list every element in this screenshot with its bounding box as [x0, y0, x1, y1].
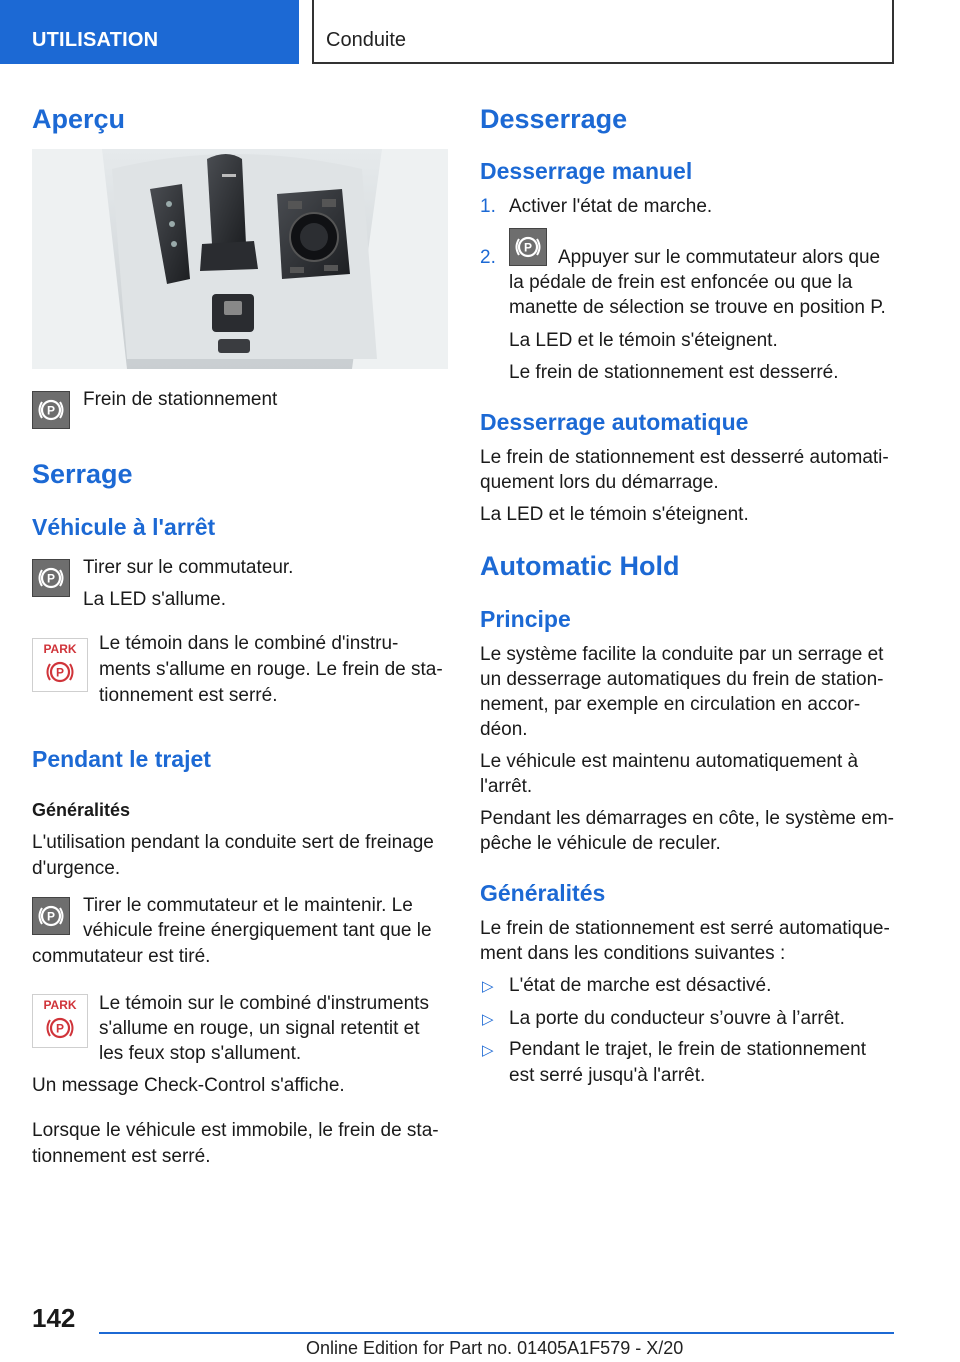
bullet-triangle-icon: ▷: [482, 1042, 494, 1059]
page-number: 142: [32, 1303, 76, 1333]
auto-heading: Desserrage automatique: [480, 409, 749, 435]
serrage-heading: Serrage: [32, 459, 133, 489]
svg-text:P: P: [46, 403, 56, 418]
vehicule-line-1: Tirer sur le commutateur.: [83, 557, 294, 578]
chapter-label: Conduite: [326, 29, 407, 51]
apercu-heading: Aperçu: [32, 104, 126, 134]
apercu-caption: Frein de stationnement: [83, 389, 278, 410]
bullet-triangle-icon: ▷: [482, 1011, 494, 1028]
manuel-heading: Desserrage manuel: [480, 158, 693, 184]
bullet-1: L'état de marche est désactivé.: [509, 975, 772, 996]
parking-brake-icon: [509, 228, 547, 266]
trajet-heading: Pendant le trajet: [32, 746, 211, 772]
maintenu-line-1: Le véhicule est maintenu automatiquement à: [480, 751, 859, 772]
svg-text:P: P: [55, 1021, 65, 1036]
step-1-number: 1.: [480, 196, 496, 217]
gen-heading: Généralités: [480, 880, 606, 906]
edition-text: Online Edition for Part no. 01405A1F579 - X/20: [306, 1338, 684, 1358]
svg-text:P: P: [523, 240, 533, 255]
step-2-number: 2.: [480, 247, 496, 268]
principe-heading: Principe: [480, 606, 571, 632]
principe-line-2: un desserrage automatiques du frein de station-: [480, 669, 884, 690]
immobile-line-1: Lorsque le véhicule est immobile, le frein de sta-: [32, 1120, 439, 1141]
hold-heading: Automatic Hold: [480, 551, 680, 581]
temoin2-line-3: les feux stop s'allument.: [99, 1043, 302, 1064]
park-label: PARK: [43, 642, 77, 656]
cote-line-1: Pendant les démarrages en côte, le système em-: [480, 808, 894, 829]
footer-rule: [99, 1332, 894, 1334]
gen-line-2: ment dans les conditions suivantes :: [480, 943, 786, 964]
park-warning-icon: [32, 638, 88, 692]
temoin1-line-2: ments s'allume en rouge. Le frein de sta-: [99, 659, 443, 680]
step-2-led: La LED et le témoin s'éteignent.: [509, 330, 778, 351]
generalites-line-1: L'utilisation pendant la conduite sert de freinage: [32, 832, 434, 853]
vehicule-line-2: La LED s'allume.: [83, 589, 227, 610]
generalites-heading: Généralités: [32, 800, 131, 820]
gen-line-1: Le frein de stationnement est serré automatique-: [480, 918, 890, 939]
parking-brake-icon: [32, 391, 70, 429]
principe-line-1: Le système facilite la conduite par un serrage et: [480, 644, 884, 665]
step-2-line-3: manette de sélection se trouve en position P.: [509, 297, 886, 318]
desserrage-heading: Desserrage: [480, 104, 628, 134]
temoin2-line-2: s'allume en rouge, un signal retentit et: [99, 1018, 420, 1039]
check-control-message: Un message Check-Control s'affiche.: [32, 1075, 345, 1096]
cote-line-2: pêche le véhicule de reculer.: [480, 833, 721, 854]
step-2-desserre: Le frein de stationnement est desserré.: [509, 362, 839, 383]
temoin2-line-1: Le témoin sur le combiné d'instruments: [99, 993, 429, 1014]
step-2-line-2: la pédale de frein est enfoncée ou que la: [509, 272, 853, 293]
temoin1-line-3: tionnement est serré.: [99, 685, 278, 706]
vehicule-heading: Véhicule à l'arrêt: [32, 514, 216, 540]
bullet-triangle-icon: ▷: [482, 978, 494, 995]
principe-line-4: déon.: [480, 719, 528, 740]
tirer-line-3: commutateur est tiré.: [32, 946, 211, 967]
park-warning-icon: [32, 994, 88, 1048]
tirer-line-2: véhicule freine énergiquement tant que le: [83, 920, 432, 941]
maintenu-line-2: l'arrêt.: [480, 776, 533, 797]
auto-line-1: Le frein de stationnement est desserré automati-: [480, 447, 889, 468]
tirer-line-1: Tirer le commutateur et le maintenir. Le: [83, 895, 413, 916]
parking-brake-icon: [32, 559, 70, 597]
svg-text:P: P: [55, 665, 65, 680]
parking-brake-icon: [32, 897, 70, 935]
auto-led: La LED et le témoin s'éteignent.: [480, 504, 749, 525]
svg-text:P: P: [46, 909, 56, 924]
console-illustration: [32, 149, 448, 369]
bullet-3-line-2: est serré jusqu'à l'arrêt.: [509, 1065, 706, 1086]
step-2-line-1: Appuyer sur le commutateur alors que: [558, 247, 881, 268]
bullet-3-line-1: Pendant le trajet, le frein de stationnement: [509, 1039, 867, 1060]
bullet-2: La porte du conducteur s’ouvre à l’arrêt.: [509, 1008, 845, 1029]
section-label: UTILISATION: [32, 29, 159, 51]
temoin1-line-1: Le témoin dans le combiné d'instru-: [99, 633, 399, 654]
generalites-line-2: d'urgence.: [32, 858, 121, 879]
chapter-frame: [312, 0, 894, 64]
step-1-text: Activer l'état de marche.: [509, 196, 713, 217]
park-label: PARK: [43, 998, 77, 1012]
svg-text:P: P: [46, 571, 56, 586]
section-tab: [0, 0, 299, 64]
auto-line-2: quement lors du démarrage.: [480, 472, 719, 493]
immobile-line-2: tionnement est serré.: [32, 1146, 211, 1167]
principe-line-3: nement, par exemple en circulation en accor-: [480, 694, 861, 715]
